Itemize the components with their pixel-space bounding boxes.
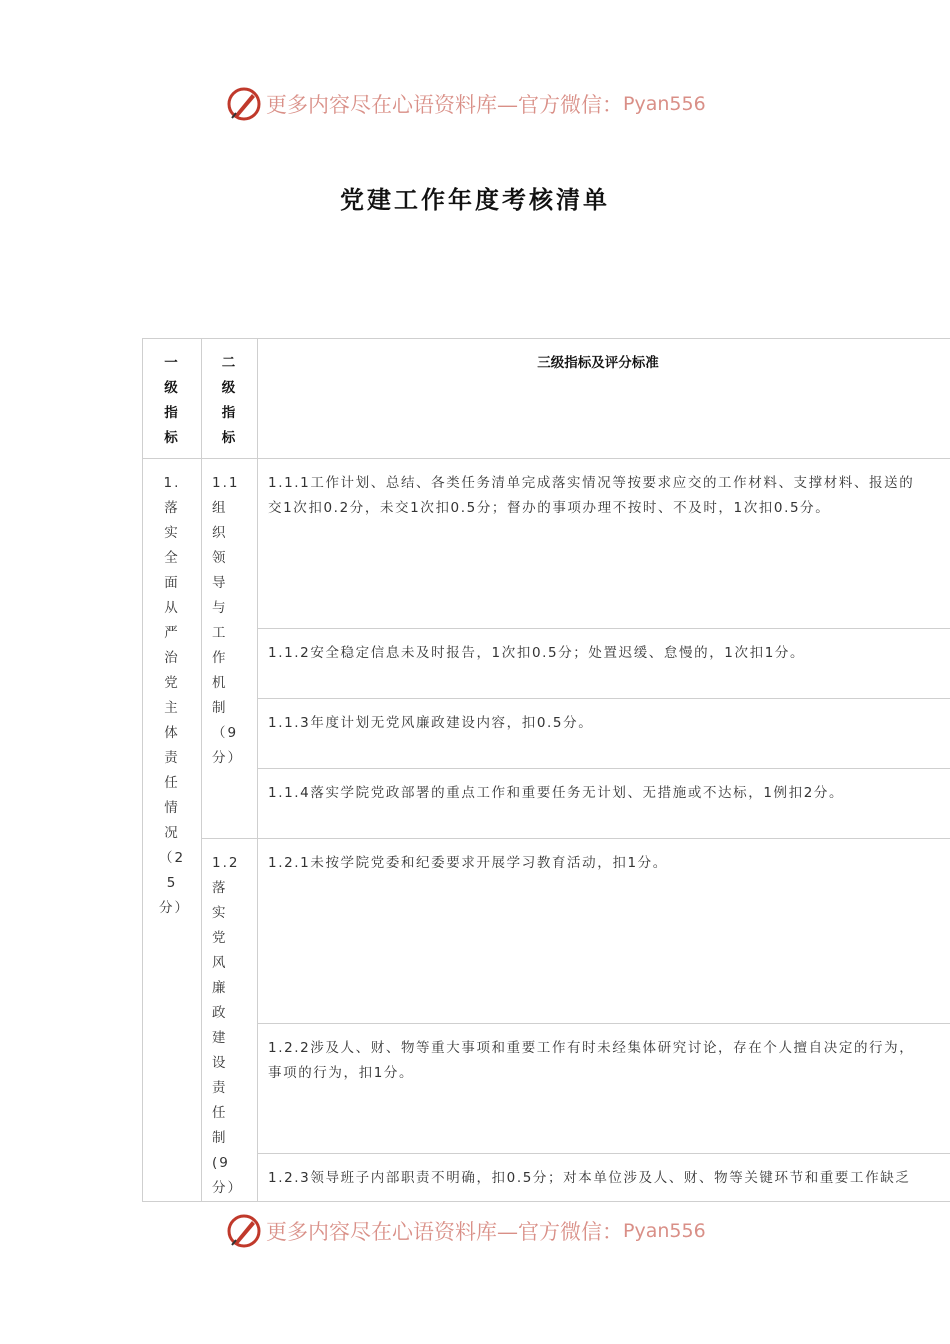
assessment-table: [142, 338, 950, 1202]
table-row: [143, 1023, 950, 1153]
level1-cell: 1.落实全面从严治党主体责任情况（25分）: [143, 459, 202, 1202]
header-level1: 一级指标: [143, 339, 202, 459]
banner-brand: Pyan556: [623, 93, 706, 115]
quill-logo-icon: [226, 1213, 262, 1249]
page-title: 党建工作年度考核清单: [340, 185, 610, 214]
level2-cell: 1.1组织领导与工作机制（9分）: [202, 459, 258, 839]
level3-cell: 1.2.1未按学院党委和纪委要求开展学习教育活动，扣1分。: [258, 839, 950, 1024]
header-level2: 二级指标: [202, 339, 258, 459]
header-level3: 三级指标及评分标准: [258, 339, 950, 459]
table-row: [143, 1154, 950, 1202]
table-row: [143, 629, 950, 699]
header-watermark-banner: [226, 84, 706, 124]
table-row: [143, 839, 950, 1024]
level3-cell: 1.1.4落实学院党政部署的重点工作和重要任务无计划、无措施或不达标，1例扣2分。: [258, 769, 950, 839]
table-row: [143, 459, 950, 629]
level3-cell: 1.1.3年度计划无党风廉政建设内容，扣0.5分。: [258, 699, 950, 769]
banner-text: 更多内容尽在心语资料库—官方微信：: [266, 93, 623, 117]
table-row: [143, 769, 950, 839]
quill-logo-icon: [226, 86, 262, 122]
banner-text: 更多内容尽在心语资料库—官方微信：: [266, 1220, 623, 1244]
level3-cell: 1.1.1工作计划、总结、各类任务清单完成落实情况等按要求应交的工作材料、支撑材料、报送的 交1次扣0.2分，未交1次扣0.5分；督办的事项办理不按时、不及时，1次扣0.5分。: [258, 459, 950, 629]
level3-cell: 1.2.3领导班子内部职责不明确，扣0.5分；对本单位涉及人、财、物等关键环节和重要工作缺乏: [258, 1154, 950, 1202]
footer-watermark-banner: [226, 1211, 706, 1251]
banner-brand: Pyan556: [623, 1220, 706, 1242]
table-row: [143, 699, 950, 769]
level2-cell: 1.2落实党风廉政建设责任制(9分）: [202, 839, 258, 1202]
table-header-row: [143, 339, 950, 459]
level3-cell: 1.1.2安全稳定信息未及时报告，1次扣0.5分；处置迟缓、怠慢的，1次扣1分。: [258, 629, 950, 699]
level3-cell: 1.2.2涉及人、财、物等重大事项和重要工作有时未经集体研究讨论，存在个人擅自决定的行为， 事项的行为，扣1分。: [258, 1023, 950, 1153]
